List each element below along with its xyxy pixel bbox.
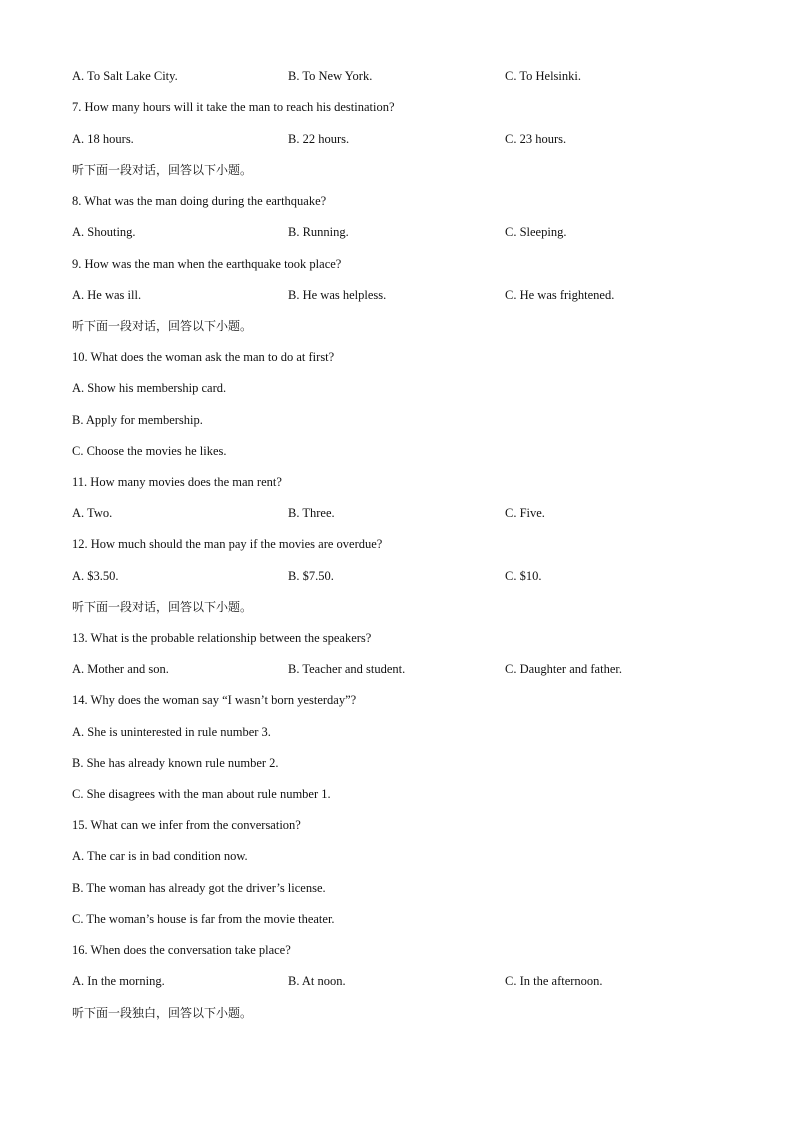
option-a: A. Shouting.: [72, 225, 136, 239]
option-c: C. He was frightened.: [505, 288, 615, 302]
question-12: 12. How much should the man pay if the movies are overdue?: [72, 537, 383, 551]
option-c: C. To Helsinki.: [505, 69, 581, 83]
option-b: B. She has already known rule number 2.: [72, 756, 279, 770]
option-b: B. The woman has already got the driver’s license.: [72, 881, 326, 895]
option-a: A. $3.50.: [72, 569, 119, 583]
option-a: A. She is uninterested in rule number 3.: [72, 725, 271, 739]
option-b: B. At noon.: [288, 974, 346, 988]
option-c: C. Sleeping.: [505, 225, 567, 239]
option-b: B. 22 hours.: [288, 132, 350, 146]
option-c: C. The woman’s house is far from the movie theater.: [72, 912, 335, 926]
question-10: 10. What does the woman ask the man to do at first?: [72, 350, 335, 364]
section-instruction: 听下面一段对话，回答以下小题。: [72, 163, 253, 177]
option-a: A. 18 hours.: [72, 132, 134, 146]
question-15: 15. What can we infer from the conversation?: [72, 818, 301, 832]
question-9: 9. How was the man when the earthquake took place?: [72, 257, 342, 271]
question-14: 14. Why does the woman say “I wasn’t born yesterday”?: [72, 693, 357, 707]
option-b: B. Running.: [288, 225, 349, 239]
option-a: A. In the morning.: [72, 974, 165, 988]
option-b: B. Three.: [288, 506, 335, 520]
question-8: 8. What was the man doing during the earthquake?: [72, 194, 327, 208]
option-c: C. In the afternoon.: [505, 974, 603, 988]
option-b: B. He was helpless.: [288, 288, 387, 302]
section-instruction: 听下面一段对话，回答以下小题。: [72, 319, 253, 333]
option-a: A. Two.: [72, 506, 113, 520]
option-b: B. $7.50.: [288, 569, 334, 583]
option-b: B. Teacher and student.: [288, 662, 406, 676]
option-c: C. Five.: [505, 506, 545, 520]
option-c: C. Choose the movies he likes.: [72, 444, 227, 458]
option-b: B. Apply for membership.: [72, 413, 203, 427]
option-b: B. To New York.: [288, 69, 373, 83]
option-a: A. Show his membership card.: [72, 381, 227, 395]
option-a: A. To Salt Lake City.: [72, 69, 178, 83]
option-a: A. The car is in bad condition now.: [72, 849, 248, 863]
option-c: C. 23 hours.: [505, 132, 567, 146]
option-c: C. $10.: [505, 569, 542, 583]
option-c: C. Daughter and father.: [505, 662, 622, 676]
question-13: 13. What is the probable relationship between the speakers?: [72, 631, 372, 645]
option-a: A. He was ill.: [72, 288, 142, 302]
section-instruction: 听下面一段对话，回答以下小题。: [72, 600, 253, 614]
question-11: 11. How many movies does the man rent?: [72, 475, 282, 489]
question-16: 16. When does the conversation take place?: [72, 943, 291, 957]
section-instruction: 听下面一段独白，回答以下小题。: [72, 1006, 253, 1020]
option-a: A. Mother and son.: [72, 662, 169, 676]
option-c: C. She disagrees with the man about rule number 1.: [72, 787, 331, 801]
question-7: 7. How many hours will it take the man to reach his destination?: [72, 100, 395, 114]
